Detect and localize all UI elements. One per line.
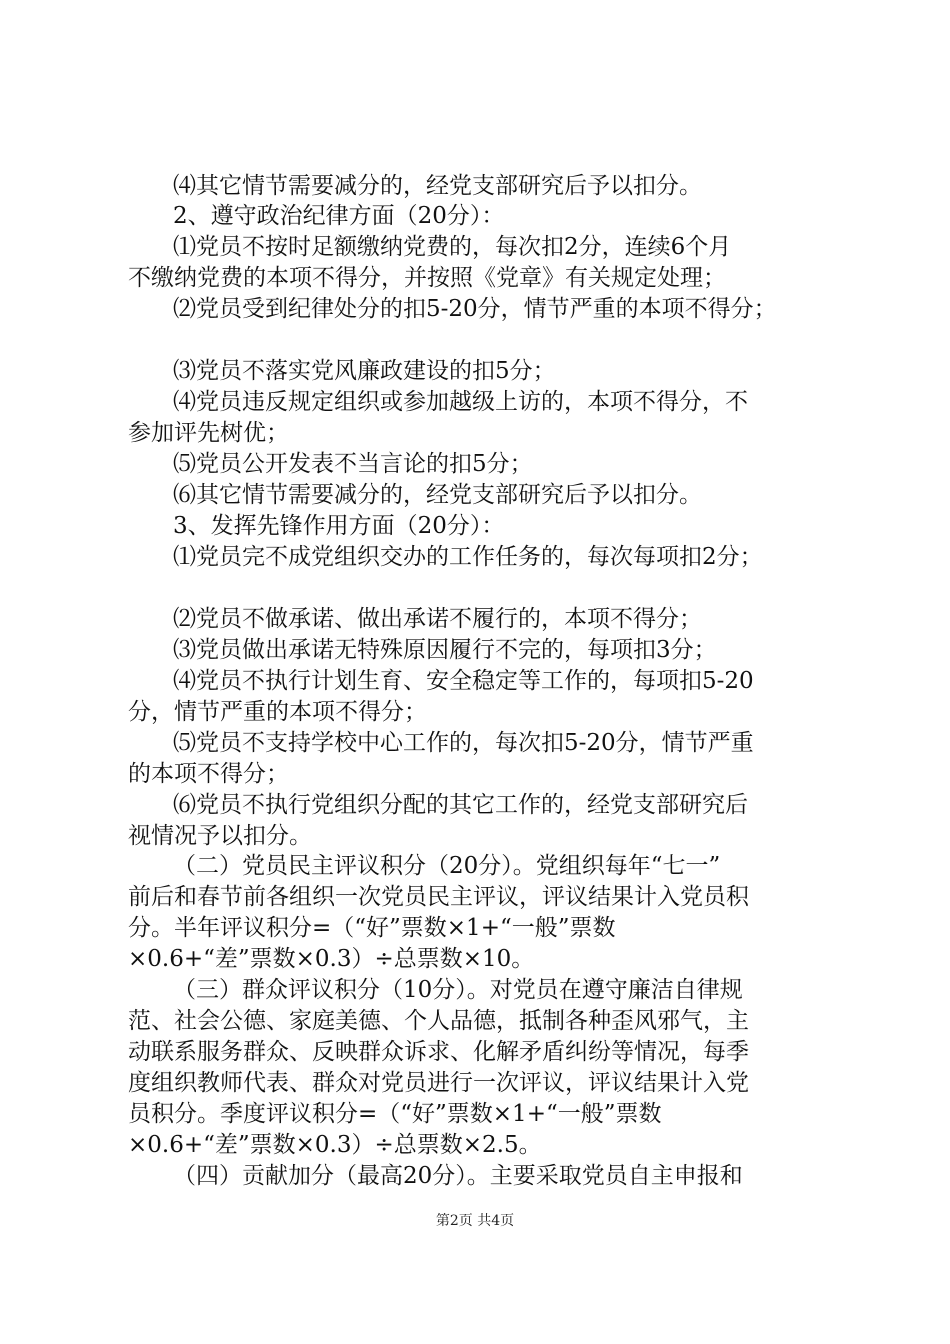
text-line: ⑷其它情节需要减分的，经党支部研究后予以扣分。 — [173, 173, 702, 199]
text-line: ⑸党员不支持学校中心工作的，每次扣5-20分，情节严重 — [173, 730, 754, 756]
text-line: 员积分。季度评议积分=（“好”票数×1+“一般”票数 — [128, 1101, 662, 1127]
text-line: ⑵党员不做承诺、做出承诺不履行的，本项不得分； — [173, 606, 702, 632]
page-number-footer: 第2页 共4页 — [435, 1213, 515, 1229]
text-line: （三）群众评议积分（10分）。对党员在遵守廉洁自律规 — [173, 977, 743, 1003]
text-line: 不缴纳党费的本项不得分，并按照《党章》有关规定处理； — [128, 265, 726, 291]
text-line: 度组织教师代表、群众对党员进行一次评议，评议结果计入党 — [128, 1070, 749, 1096]
text-line: 范、社会公德、家庭美德、个人品德，抵制各种歪风邪气，主 — [128, 1008, 749, 1034]
text-line: 2、遵守政治纪律方面（20分）： — [173, 203, 505, 229]
text-line: （二）党员民主评议积分（20分）。党组织每年“七一” — [173, 853, 721, 879]
text-line: ⑴党员完不成党组织交办的工作任务的，每次每项扣2分； — [173, 544, 763, 570]
text-line: 分，情节严重的本项不得分； — [128, 699, 427, 725]
text-line: ×0.6+“差”票数×0.3）÷总票数×10。 — [128, 946, 535, 972]
text-line: 前后和春节前各组织一次党员民主评议，评议结果计入党员积 — [128, 884, 749, 910]
text-line: ⑴党员不按时足额缴纳党费的，每次扣2分，连续6个月 — [173, 234, 732, 260]
text-line: 动联系服务群众、反映群众诉求、化解矛盾纠纷等情况，每季 — [128, 1039, 749, 1065]
text-line: 分。半年评议积分=（“好”票数×1+“一般”票数 — [128, 915, 616, 941]
text-line: 的本项不得分； — [128, 761, 289, 787]
text-line: 参加评先树优； — [128, 420, 289, 446]
text-line: ⑸党员公开发表不当言论的扣5分； — [173, 451, 533, 477]
text-line: ⑶党员做出承诺无特殊原因履行不完的，每项扣3分； — [173, 637, 717, 663]
text-line: 3、发挥先锋作用方面（20分）： — [173, 513, 505, 539]
text-line: ⑶党员不落实党风廉政建设的扣5分； — [173, 358, 556, 384]
text-line: ⑵党员受到纪律处分的扣5-20分，情节严重的本项不得分； — [173, 296, 777, 322]
text-line: ⑷党员不执行计划生育、安全稳定等工作的，每项扣5-20 — [173, 668, 754, 694]
text-line: ⑷党员违反规定组织或参加越级上访的，本项不得分，不 — [173, 389, 748, 415]
text-line: （四）贡献加分（最高20分）。主要采取党员自主申报和 — [173, 1163, 743, 1189]
text-line: ×0.6+“差”票数×0.3）÷总票数×2.5。 — [128, 1132, 542, 1158]
text-line: ⑹党员不执行党组织分配的其它工作的，经党支部研究后 — [173, 792, 748, 818]
text-line: 视情况予以扣分。 — [128, 823, 312, 849]
text-line: ⑹其它情节需要减分的，经党支部研究后予以扣分。 — [173, 482, 702, 508]
